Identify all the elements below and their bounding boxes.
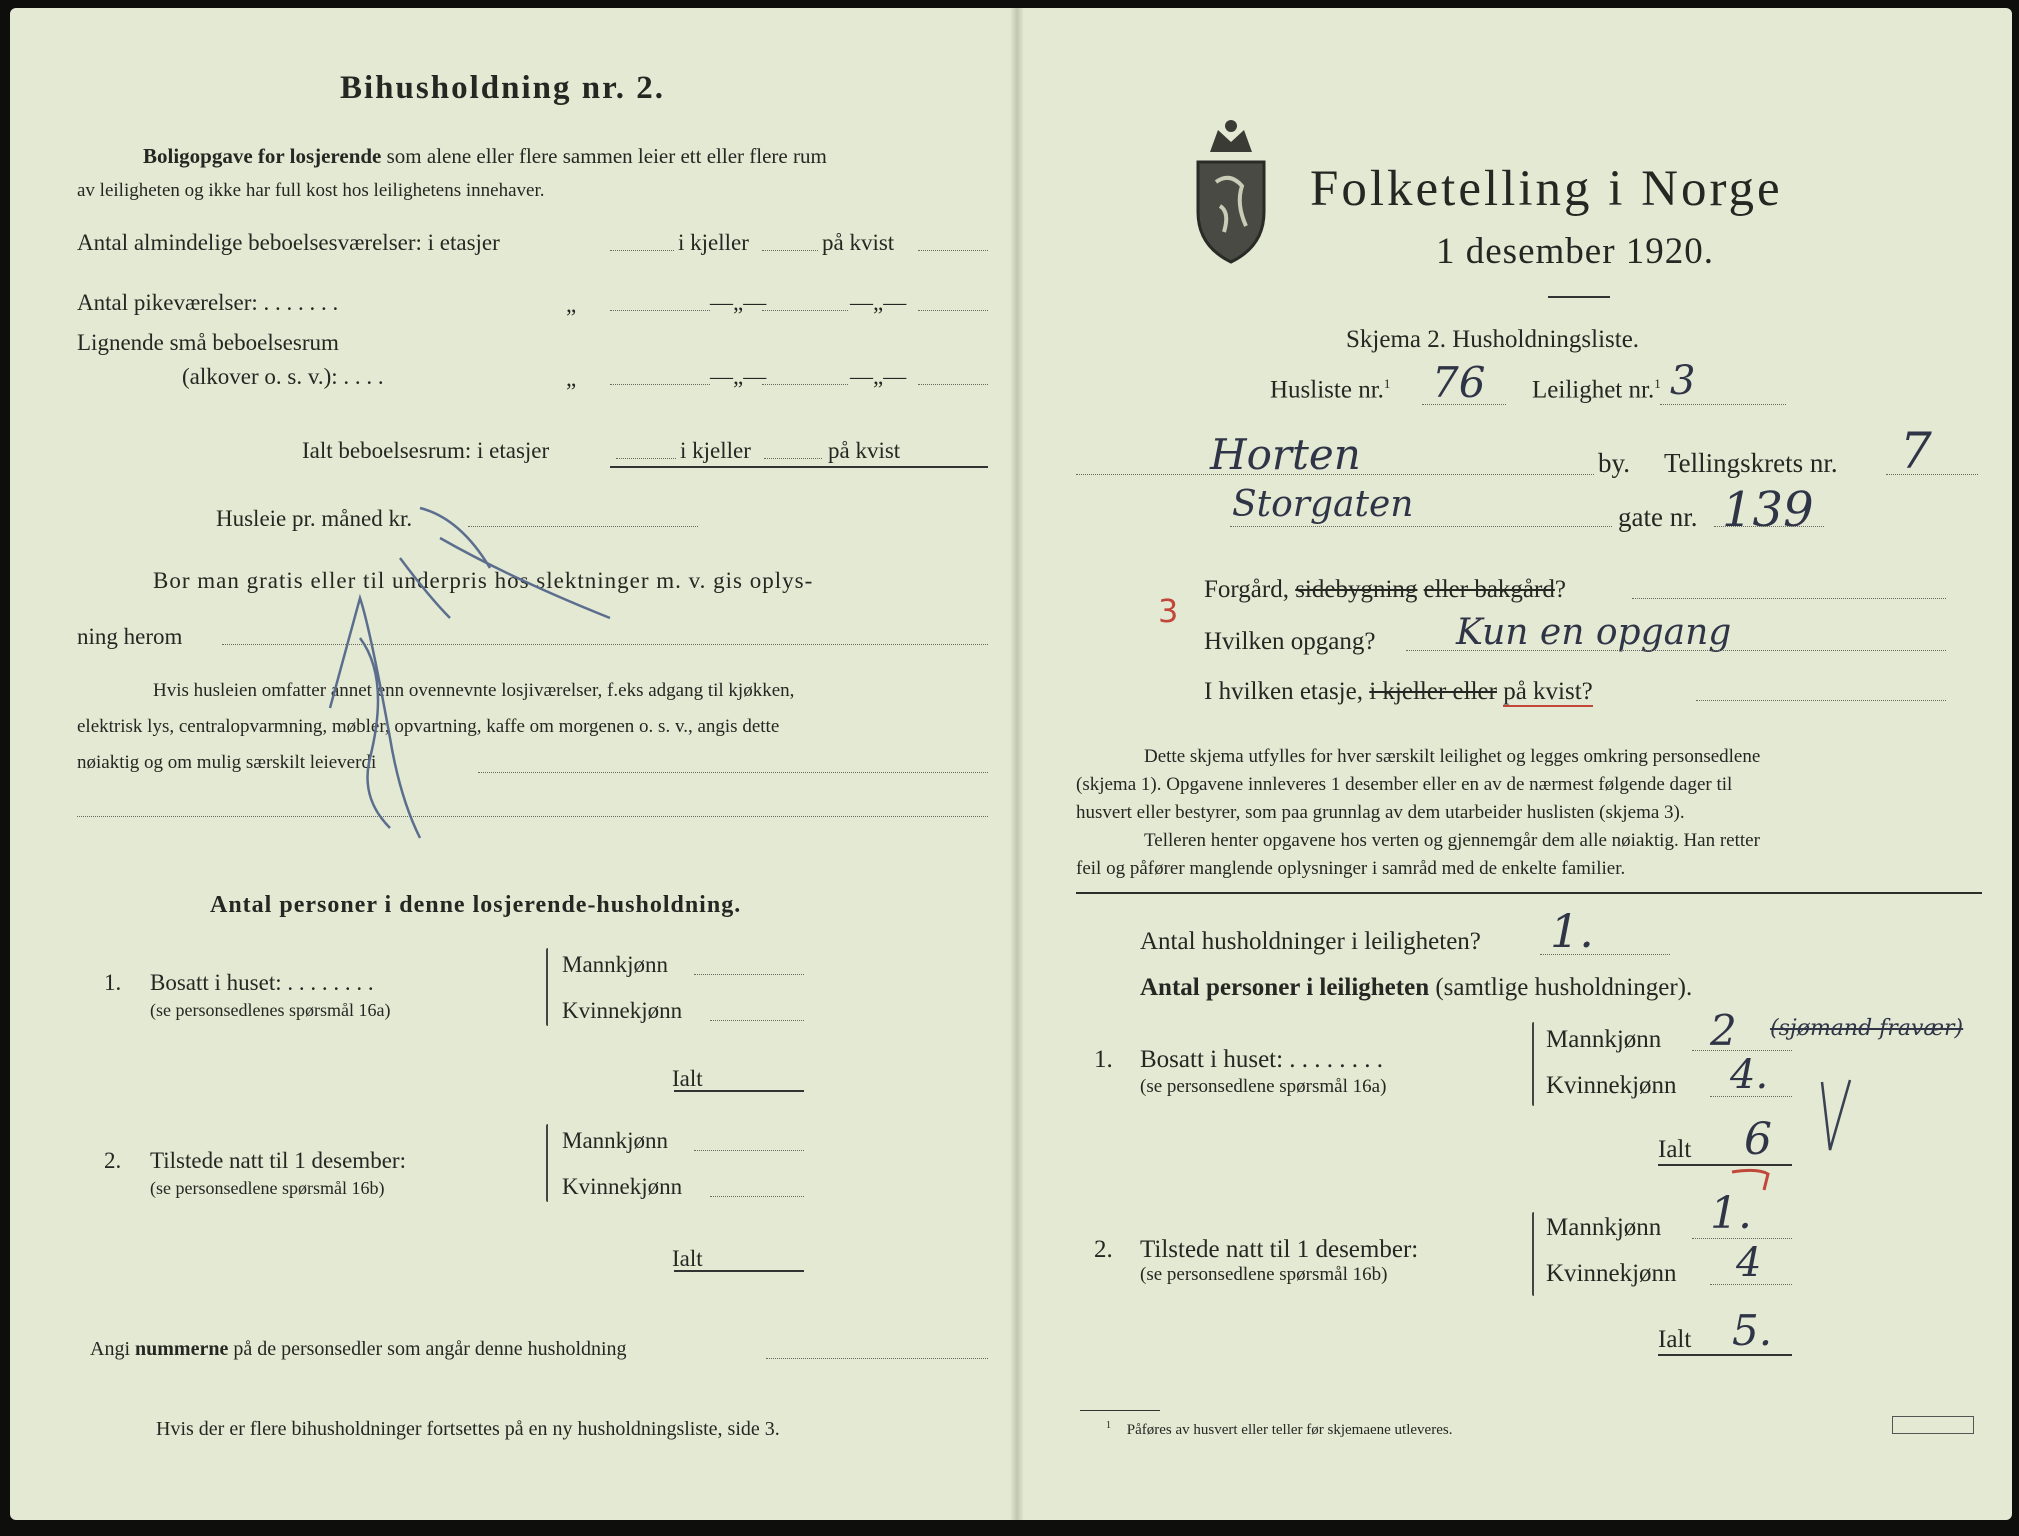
field-pike-kvist[interactable] (918, 310, 988, 311)
q1-brace (546, 948, 548, 1026)
field-alkove-etasjer[interactable] (610, 384, 710, 385)
r-q2-kvinne-label: Kvinnekjønn (1546, 1260, 1677, 1287)
r-q1-label: Bosatt i huset: . . . . . . . . (1140, 1046, 1384, 1073)
q2-mann-field[interactable] (694, 1150, 804, 1151)
ialt-beboelse-label: Ialt beboelsesrum: i etasjer (302, 438, 550, 463)
field-kvist[interactable] (918, 250, 988, 251)
husliste-footnote-mark: 1 (1383, 376, 1391, 391)
antal-husholdninger-field (1540, 954, 1670, 955)
husliste-value[interactable]: 76 (1432, 358, 1486, 407)
husliste-text: Husliste nr. (1270, 376, 1384, 404)
field-kjeller[interactable] (762, 250, 818, 251)
kjeller-struck: i kjeller eller (1369, 678, 1497, 705)
intro-rest: som alene eller flere sammen leier ett eller flere rum (386, 144, 827, 168)
ditto-mark: „ (566, 292, 577, 317)
hvis-flere-text: Hvis der er flere bihusholdninger fortsettes på en ny husholdningsliste, side 3. (156, 1418, 780, 1440)
intro-line-1 (143, 144, 827, 169)
hvis-line-1: Hvis husleien omfatter annet enn ovennevnte losjiværelser, f.eks adgang til kjøkken, (153, 680, 795, 701)
r-q2-ialt-label: Ialt (1658, 1326, 1692, 1353)
check-mark-icon (1816, 1078, 1856, 1158)
q2-label: Tilstede natt til 1 desember: (150, 1148, 406, 1173)
printer-stamp (1892, 1416, 1974, 1434)
sidebygning-struck: sidebygning (1295, 576, 1418, 603)
ditto-dash: —„— (850, 364, 907, 389)
antal-beboelse-label: Antal almindelige beboelsesværelser: i etasjer (77, 230, 500, 255)
r-q2-brace (1532, 1212, 1534, 1296)
field-ialt-kjeller[interactable] (764, 458, 822, 459)
q2-ialt-field[interactable] (674, 1270, 804, 1272)
ditto-mark: „ (566, 366, 577, 391)
angi-pre: Angi (90, 1338, 130, 1360)
form-title: Folketelling i Norge (1310, 161, 1783, 217)
red-annotation: 3 (1158, 592, 1179, 630)
tellingskrets-field (1886, 474, 1978, 475)
r-q2-kvinne-value[interactable]: 4 (1736, 1240, 1762, 1286)
leilighet-field (1660, 404, 1786, 405)
footnote-text: Påføres av husvert eller teller før skjemaene utleveres. (1126, 1422, 1453, 1438)
info-para-1-line-2: (skjema 1). Opgavene innleveres 1 desember eller en av de nærmest følgende dager til (1076, 774, 1733, 795)
leilighet-label (1532, 376, 1661, 404)
antal-personer-bold: Antal personer i leiligheten (1140, 974, 1430, 1001)
skjema-label: Skjema 2. Husholdningsliste. (1346, 326, 1640, 353)
r-q1-brace (1532, 1022, 1534, 1106)
section-divider (1076, 892, 1982, 894)
field-nummerne[interactable] (766, 1358, 988, 1359)
handwritten-strike-scribble (300, 478, 640, 868)
q1-ialt-field[interactable] (674, 1090, 804, 1092)
q2-number: 2. (104, 1148, 122, 1173)
r-q1-sub: (se personsedlene spørsmål 16a) (1140, 1076, 1387, 1097)
ning-herom-text: ning herom (77, 624, 183, 649)
antal-husholdninger-value[interactable]: 1. (1550, 904, 1594, 958)
forgard-qmark: ? (1554, 576, 1566, 603)
r-q2-number: 2. (1094, 1236, 1113, 1263)
hvis-line-3: nøiaktig og om mulig særskilt leieverdi (77, 752, 377, 773)
gate-label: gate nr. (1618, 502, 1698, 532)
q1-kvinne-label: Kvinnekjønn (562, 998, 683, 1023)
field-pike-etasjer[interactable] (610, 310, 710, 311)
ditto-dash: —„— (710, 364, 767, 389)
alkover-label: (alkover o. s. v.): . . . . (182, 364, 384, 389)
i-kjeller-label: i kjeller (680, 438, 751, 463)
angi-bold: nummerne (135, 1338, 229, 1360)
angi-text (90, 1338, 627, 1361)
q2-sub: (se personsedlene spørsmål 16b) (150, 1178, 385, 1198)
field-alkove-kjeller[interactable] (762, 384, 848, 385)
angi-rest: på de personsedler som angår denne husholdning (233, 1338, 627, 1360)
opgang-value[interactable]: Kun en opgang (1456, 612, 1732, 653)
tellingskrets-label: Tellingskrets nr. (1664, 448, 1838, 478)
i-kjeller-label: i kjeller (678, 230, 749, 255)
q1-kvinne-field[interactable] (710, 1020, 804, 1021)
antal-personer-line (1140, 974, 1692, 1002)
tellingskrets-value[interactable]: 7 (1900, 422, 1932, 480)
street-value[interactable]: Storgaten (1232, 484, 1414, 525)
intro-line-2: av leiligheten og ikke har full kost hos leilighetens innehaver. (77, 180, 545, 201)
footnote-mark: 1 (1106, 1420, 1111, 1431)
info-para-1-line-1: Dette skjema utfylles for hver særskilt leilighet og legges omkring personsedlene (1144, 746, 1761, 767)
forgard-line (1204, 576, 1566, 604)
opgang-label: Hvilken opgang? (1204, 628, 1376, 655)
leilighet-text: Leilighet nr. (1532, 376, 1655, 404)
leilighet-value[interactable]: 3 (1670, 358, 1696, 404)
info-para-2-line-2: feil og påfører manglende oplysninger i samråd med de enkelte familier. (1076, 858, 1626, 879)
r-q1-kvinne-label: Kvinnekjønn (1546, 1072, 1677, 1099)
pa-kvist-label: på kvist (828, 438, 901, 463)
r-q1-mann-field (1692, 1050, 1792, 1051)
etasje-line (1204, 678, 1593, 706)
info-para-1-line-3: husvert eller bestyrer, som paa grunnlag av dem utarbeider huslisten (skjema 3). (1076, 802, 1685, 823)
field-alkove-kvist[interactable] (918, 384, 988, 385)
r-q2-kvinne-field (1710, 1284, 1792, 1285)
footnote-divider (1080, 1410, 1160, 1411)
gate-value[interactable]: 139 (1722, 482, 1814, 538)
husliste-field (1422, 404, 1506, 405)
antal-husholdninger-label: Antal husholdninger i leiligheten? (1140, 928, 1481, 955)
r-q1-mann-note: (sjømand fravær) (1770, 1016, 1964, 1041)
q1-label: Bosatt i huset: . . . . . . . . (150, 970, 374, 995)
etasje-label: I hvilken etasje, (1204, 678, 1363, 705)
r-q2-mann-field (1692, 1238, 1792, 1239)
city-value[interactable]: Horten (1210, 430, 1361, 479)
q2-brace (546, 1124, 548, 1202)
census-form-page (10, 8, 2012, 1520)
r-q2-mann-value[interactable]: 1. (1710, 1188, 1752, 1239)
title-divider (1548, 296, 1610, 298)
q1-ialt-label: Ialt (672, 1066, 703, 1091)
r-q1-number: 1. (1094, 1046, 1113, 1073)
r-q2-mann-label: Mannkjønn (1546, 1214, 1662, 1241)
q1-sub: (se personsedlenes spørsmål 16a) (150, 1000, 391, 1020)
footnote (1106, 1420, 1452, 1439)
r-q2-label: Tilstede natt til 1 desember: (1140, 1236, 1419, 1263)
antal-personer-title: Antal personer i denne losjerende-husholdning. (210, 892, 742, 918)
opgang-field (1406, 650, 1946, 651)
q2-mann-label: Mannkjønn (562, 1128, 669, 1153)
lignende-label: Lignende små beboelsesrum (77, 330, 339, 355)
street-field (1230, 526, 1612, 527)
r-q1-ialt-label: Ialt (1658, 1136, 1692, 1163)
forgard-field[interactable] (1632, 598, 1946, 599)
r-q1-mann-label: Mannkjønn (1546, 1026, 1662, 1053)
q1-mann-field[interactable] (694, 974, 804, 975)
hvis-line-2: elektrisk lys, centralopvarmning, møbler, opvartning, kaffe om morgenen o. s. v., angis dette (77, 716, 780, 737)
by-label: by. (1598, 448, 1630, 478)
form-date: 1 desember 1920. (1436, 231, 1715, 272)
ialt-underline (610, 466, 988, 468)
r-q1-ialt-value[interactable]: 6 (1744, 1114, 1772, 1165)
pa-kvist-marked: på kvist? (1503, 678, 1593, 705)
intro-bold: Boligopgave for losjerende (143, 144, 382, 168)
r-q1-kvinne-value[interactable]: 4. (1730, 1052, 1769, 1098)
husleie-label: Husleie pr. måned kr. (216, 506, 413, 531)
ditto-dash: —„— (850, 290, 907, 315)
q1-number: 1. (104, 970, 122, 995)
left-title: Bihusholdning nr. 2. (340, 70, 665, 106)
page-fold (1010, 8, 1024, 1520)
q2-kvinne-label: Kvinnekjønn (562, 1174, 683, 1199)
norway-coat-of-arms-icon (1190, 116, 1272, 266)
q1-mann-label: Mannkjønn (562, 952, 669, 977)
antal-personer-rest: (samtlige husholdninger). (1435, 974, 1693, 1001)
ditto-dash: —„— (710, 290, 767, 315)
etasje-field[interactable] (1696, 700, 1946, 701)
pa-kvist-label: på kvist (822, 230, 895, 255)
field-ialt-etasjer[interactable] (616, 458, 676, 459)
gate-field (1714, 526, 1824, 527)
r-q1-mann-value[interactable]: 2 (1710, 1006, 1737, 1055)
r-q2-ialt-field (1658, 1354, 1792, 1356)
r-q2-ialt-value[interactable]: 5. (1732, 1306, 1773, 1355)
husliste-label (1270, 376, 1390, 404)
pikevaerelser-label: Antal pikeværelser: . . . . . . . (77, 290, 339, 315)
info-para-2-line-1: Telleren henter opgavene hos verten og gjennemgår dem alle nøiaktig. Han retter (1144, 830, 1760, 851)
bor-man-text: Bor man gratis eller til underpris hos slektninger m. v. gis oplys- (153, 568, 814, 593)
r-q2-sub: (se personsedlene spørsmål 16b) (1140, 1264, 1388, 1285)
forgard-label: Forgård, (1204, 576, 1289, 603)
field-pike-kjeller[interactable] (762, 310, 848, 311)
leilighet-footnote-mark: 1 (1654, 376, 1661, 391)
q2-kvinne-field[interactable] (710, 1196, 804, 1197)
field-etasjer[interactable] (610, 250, 674, 251)
r-q1-kvinne-field (1710, 1096, 1792, 1097)
city-field (1076, 474, 1594, 475)
q2-ialt-label: Ialt (672, 1246, 703, 1271)
bakgard-struck: eller bakgård (1423, 576, 1555, 603)
